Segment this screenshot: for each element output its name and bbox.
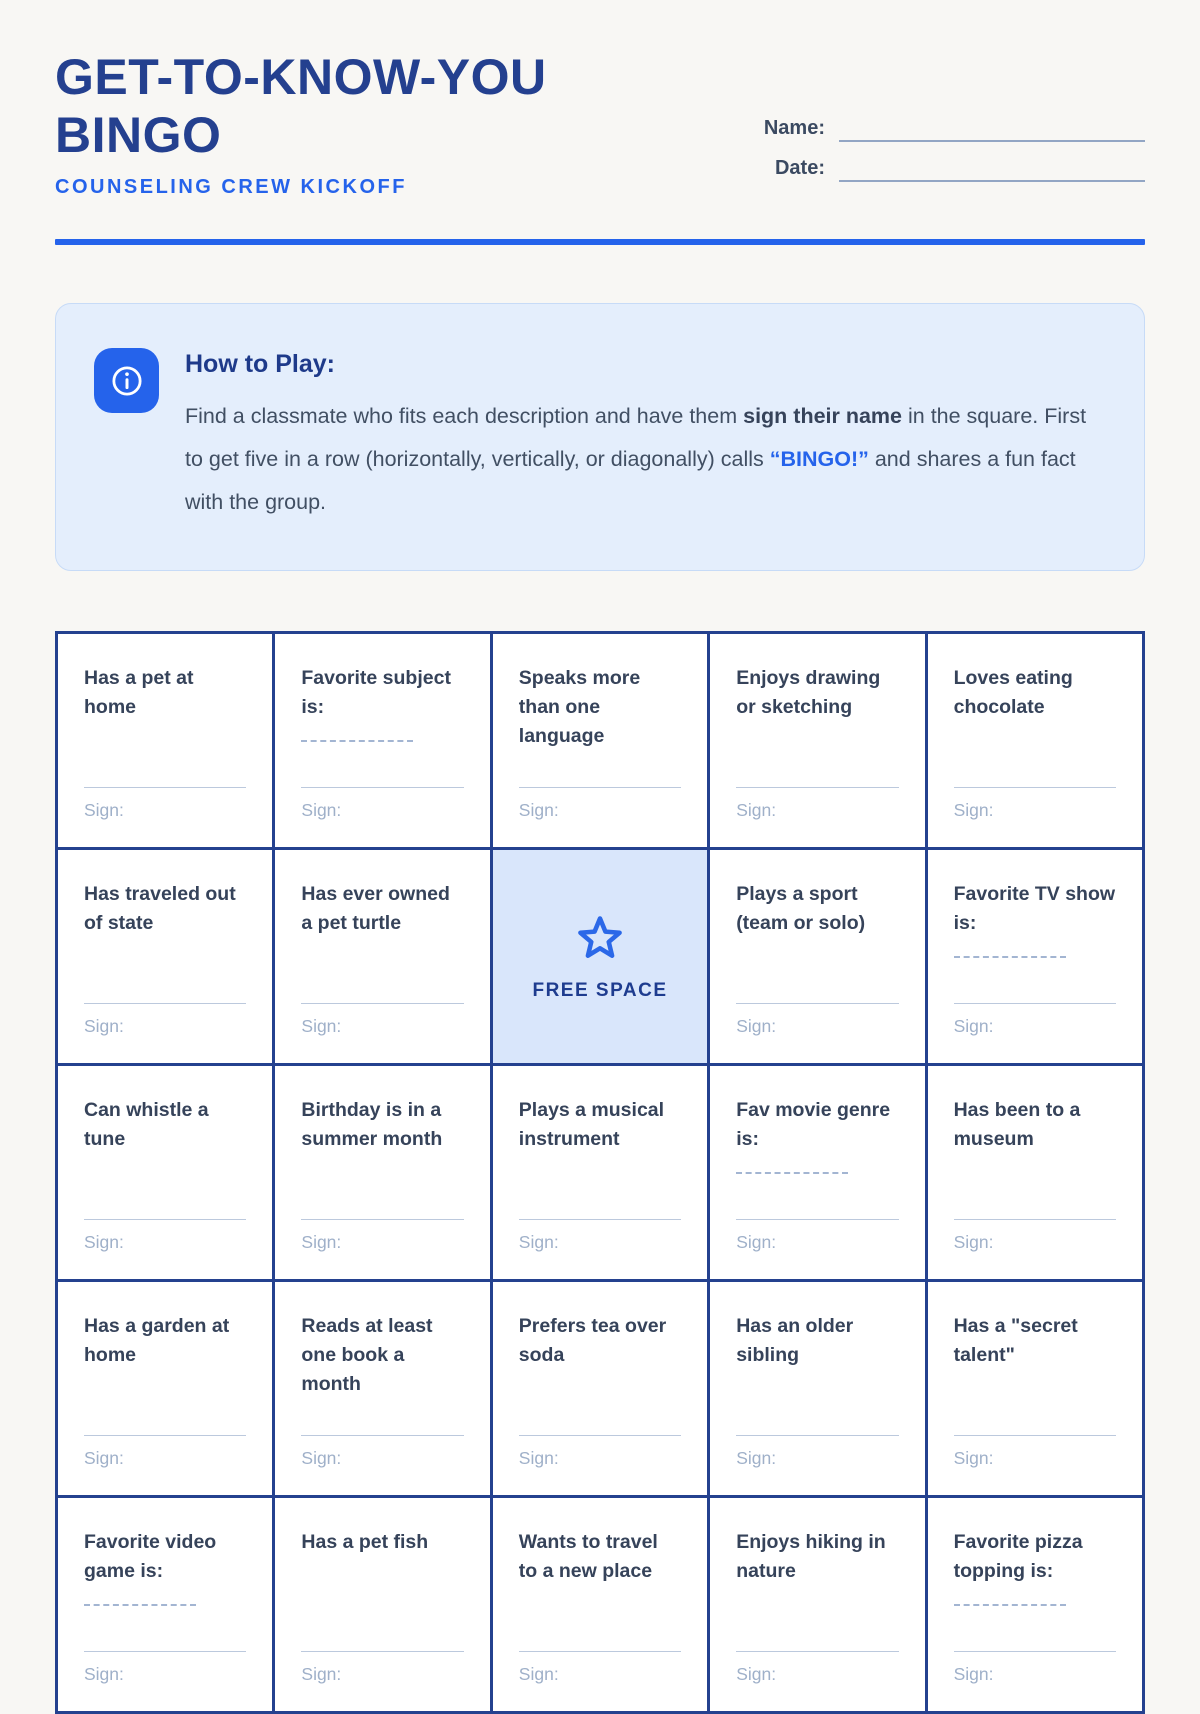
signature-line <box>301 1435 463 1436</box>
page-header <box>55 0 1145 199</box>
signature-label: Sign: <box>301 1448 342 1468</box>
signature-label: Sign: <box>518 1232 559 1252</box>
bingo-cell-text: Enjoys hiking in nature <box>736 1531 886 1582</box>
bingo-cell-text: Birthday is in a summer month <box>301 1099 443 1150</box>
bingo-grid <box>55 631 1145 1714</box>
signature-label: Sign: <box>953 1232 994 1252</box>
bingo-cell-text: Reads at least one book a month <box>301 1315 433 1395</box>
how-to-play-text <box>185 395 1104 524</box>
signature-label: Sign: <box>953 1016 994 1036</box>
signature-line <box>301 1219 463 1220</box>
bingo-cell <box>928 850 1142 1063</box>
signature-area <box>84 787 246 821</box>
bingo-cell-text: Has an older sibling <box>736 1315 854 1366</box>
bingo-cell <box>58 1282 272 1495</box>
signature-label: Sign: <box>84 1664 124 1684</box>
bingo-cell <box>275 1066 489 1279</box>
signature-line <box>301 1003 463 1004</box>
signature-label: Sign: <box>84 1232 124 1252</box>
bingo-cell-text: Wants to travel to a new place <box>518 1531 658 1582</box>
signature-line <box>954 1219 1116 1220</box>
bingo-cell-text: Has ever owned a pet turtle <box>301 883 450 934</box>
signature-area <box>519 1219 681 1253</box>
signature-line <box>301 1651 463 1652</box>
date-row <box>753 142 1145 182</box>
signature-label: Sign: <box>736 1448 777 1468</box>
how-to-play-text-part: “BINGO!” <box>769 447 869 471</box>
bingo-cell <box>275 1498 489 1711</box>
page-title: GET-TO-KNOW-YOU BINGO <box>55 49 547 163</box>
signature-area <box>301 1219 463 1253</box>
bingo-cell-text: Has traveled out of state <box>84 883 236 934</box>
bingo-cell <box>493 1282 707 1495</box>
bingo-cell <box>928 1498 1142 1711</box>
signature-area <box>84 1219 246 1253</box>
signature-area <box>519 1435 681 1469</box>
signature-area <box>954 1435 1116 1469</box>
bingo-cell <box>710 1066 924 1279</box>
bingo-cell <box>493 634 707 847</box>
signature-line <box>736 787 898 788</box>
signature-label: Sign: <box>953 1448 994 1468</box>
bingo-cell-text: Has been to a museum <box>953 1099 1081 1150</box>
how-to-play-box <box>55 303 1145 571</box>
signature-area <box>301 1003 463 1037</box>
signature-area <box>954 1651 1116 1685</box>
bingo-cell-text: Has a pet fish <box>301 1531 429 1553</box>
signature-label: Sign: <box>736 1664 777 1684</box>
bingo-cell <box>928 1066 1142 1279</box>
name-blank-line <box>839 112 1145 142</box>
signature-line <box>84 1651 246 1652</box>
signature-line <box>519 1219 681 1220</box>
how-to-play-text-part: Find a classmate who fits each description and have them <box>185 404 744 428</box>
answer-blank-line <box>301 730 413 742</box>
bingo-cell-text: Can whistle a tune <box>84 1099 209 1150</box>
bingo-cell <box>928 1282 1142 1495</box>
free-space-cell <box>493 850 707 1063</box>
signature-label: Sign: <box>518 1664 559 1684</box>
signature-line <box>736 1003 898 1004</box>
answer-blank-line <box>736 1162 848 1174</box>
bingo-cell <box>58 1066 272 1279</box>
page-subtitle: COUNSELING CREW KICKOFF <box>55 176 407 198</box>
signature-label: Sign: <box>301 800 342 820</box>
how-to-play-content <box>185 348 1104 524</box>
answer-blank-line <box>954 946 1066 958</box>
bingo-cell <box>710 1282 924 1495</box>
star-icon <box>574 912 626 964</box>
bingo-cell <box>928 634 1142 847</box>
bingo-cell-text: Favorite pizza topping is: <box>953 1531 1083 1582</box>
bingo-cell <box>275 850 489 1063</box>
signature-line <box>954 1003 1116 1004</box>
signature-area <box>84 1003 246 1037</box>
signature-line <box>519 1651 681 1652</box>
date-label: Date: <box>774 157 825 179</box>
signature-area <box>954 1219 1116 1253</box>
free-space-label: FREE SPACE <box>532 979 668 1001</box>
name-row <box>753 102 1145 142</box>
bingo-cell-text: Speaks more than one language <box>518 667 641 747</box>
signature-area <box>519 787 681 821</box>
signature-area <box>84 1435 246 1469</box>
signature-label: Sign: <box>953 800 994 820</box>
header-divider <box>55 239 1145 245</box>
name-label: Name: <box>763 117 825 139</box>
signature-line <box>84 787 246 788</box>
how-to-play-heading: How to Play: <box>185 350 336 378</box>
signature-line <box>736 1219 898 1220</box>
bingo-cell-text: Fav movie genre is: <box>736 1099 891 1150</box>
bingo-cell-text: Favorite subject is: <box>301 667 451 718</box>
signature-line <box>736 1435 898 1436</box>
bingo-cell-text: Favorite video game is: <box>84 1531 217 1582</box>
bingo-cell <box>710 1498 924 1711</box>
bingo-cell <box>710 634 924 847</box>
bingo-cell-text: Loves eating chocolate <box>953 667 1073 718</box>
date-blank-line <box>839 152 1145 182</box>
signature-area <box>301 787 463 821</box>
signature-line <box>84 1219 246 1220</box>
signature-label: Sign: <box>84 800 124 820</box>
bingo-cell <box>493 1066 707 1279</box>
bingo-cell-text: Plays a musical instrument <box>518 1099 665 1150</box>
signature-area <box>736 1003 898 1037</box>
signature-line <box>301 787 463 788</box>
bingo-cell <box>493 1498 707 1711</box>
signature-area <box>954 1003 1116 1037</box>
signature-label: Sign: <box>84 1448 124 1468</box>
signature-area <box>736 1219 898 1253</box>
title-block <box>55 48 705 199</box>
answer-blank-line <box>954 1594 1066 1606</box>
signature-area <box>736 787 898 821</box>
info-icon <box>94 348 159 413</box>
signature-area <box>301 1435 463 1469</box>
signature-line <box>954 1651 1116 1652</box>
signature-label: Sign: <box>953 1664 994 1684</box>
bingo-cell <box>58 1498 272 1711</box>
signature-label: Sign: <box>301 1664 342 1684</box>
signature-label: Sign: <box>736 1016 777 1036</box>
signature-label: Sign: <box>736 800 777 820</box>
signature-line <box>519 787 681 788</box>
signature-label: Sign: <box>301 1232 342 1252</box>
signature-line <box>84 1003 246 1004</box>
signature-label: Sign: <box>518 800 559 820</box>
signature-area <box>736 1651 898 1685</box>
bingo-cell-text: Favorite TV show is: <box>953 883 1116 934</box>
signature-line <box>736 1651 898 1652</box>
signature-area <box>84 1651 246 1685</box>
how-to-play-text-part: in the square. First to get five in a row (horizontally, vertically, or diagonally) calls <box>185 404 1087 471</box>
signature-line <box>84 1435 246 1436</box>
signature-label: Sign: <box>518 1448 559 1468</box>
signature-area <box>954 787 1116 821</box>
how-to-play-text-part: sign their name <box>743 404 903 428</box>
bingo-cell <box>58 850 272 1063</box>
name-date-block <box>753 102 1145 182</box>
bingo-cell-text: Has a garden at home <box>84 1315 230 1366</box>
signature-label: Sign: <box>301 1016 342 1036</box>
bingo-cell-text: Has a "secret talent" <box>953 1315 1078 1366</box>
bingo-cell <box>275 634 489 847</box>
bingo-cell <box>275 1282 489 1495</box>
signature-label: Sign: <box>736 1232 777 1252</box>
signature-line <box>954 1435 1116 1436</box>
bingo-cell <box>710 850 924 1063</box>
how-to-play-text-part: and shares a fun fact with the group. <box>185 447 1076 514</box>
signature-label: Sign: <box>84 1016 124 1036</box>
bingo-cell-text: Plays a sport (team or solo) <box>736 883 866 934</box>
signature-line <box>519 1435 681 1436</box>
bingo-cell-text: Enjoys drawing or sketching <box>736 667 881 718</box>
answer-blank-line <box>84 1594 196 1606</box>
signature-area <box>301 1651 463 1685</box>
signature-area <box>519 1651 681 1685</box>
signature-line <box>954 787 1116 788</box>
bingo-cell-text: Prefers tea over soda <box>518 1315 667 1366</box>
bingo-cell-text: Has a pet at home <box>84 667 194 718</box>
signature-area <box>736 1435 898 1469</box>
bingo-cell <box>58 634 272 847</box>
